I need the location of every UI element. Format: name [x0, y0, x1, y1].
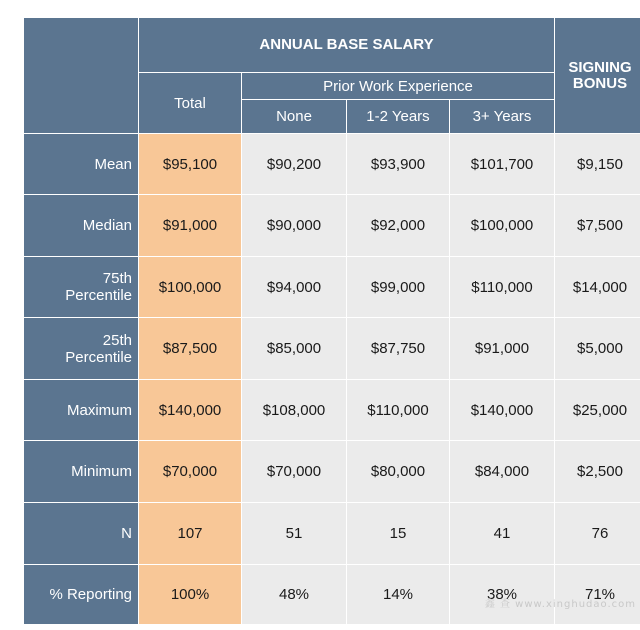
value-cell: $101,700: [450, 134, 554, 194]
row-label: [24, 195, 138, 256]
value-cell: $70,000: [242, 441, 346, 502]
total-cell: $70,000: [139, 441, 241, 502]
row-label-line2: Percentile: [65, 287, 132, 304]
row-label-line1: 25th: [102, 331, 132, 349]
row-label-line1: Minimum: [71, 463, 132, 480]
row-label-line1: Median: [82, 217, 132, 234]
value-cell: $85,000: [242, 318, 346, 379]
row-label-line1: Mean: [94, 155, 132, 173]
value-cell: $99,000: [347, 257, 449, 317]
value-cell: $90,000: [242, 195, 346, 256]
value-cell: $5,000: [555, 318, 640, 379]
value-cell: 14%: [347, 565, 449, 624]
total-cell: $91,000: [139, 195, 241, 256]
column-header-1-2-years: 1-2 Years: [347, 100, 449, 133]
row-label: [24, 441, 138, 502]
annual-base-salary-header: ANNUAL BASE SALARY: [139, 18, 554, 72]
column-header-3-plus-years: 3+ Years: [450, 100, 554, 133]
total-cell: $100,000: [139, 257, 241, 317]
value-cell: 71%: [555, 565, 640, 624]
value-cell: $91,000: [450, 318, 554, 379]
value-cell: $92,000: [347, 195, 449, 256]
value-cell: 41: [450, 503, 554, 564]
value-cell: 76: [555, 503, 640, 564]
signing-bonus-line2: BONUS: [572, 74, 628, 92]
value-cell: $93,900: [347, 134, 449, 194]
value-cell: $94,000: [242, 257, 346, 317]
row-label: [24, 318, 138, 379]
value-cell: $90,200: [242, 134, 346, 194]
value-cell: $2,500: [555, 441, 640, 502]
row-label: [24, 134, 138, 194]
table-corner: [24, 18, 138, 133]
value-cell: 51: [242, 503, 346, 564]
row-label-line1: Maximum: [66, 401, 132, 419]
value-cell: $110,000: [347, 380, 449, 440]
watermark: 鑫 查 www.xinghudao.com: [484, 599, 636, 610]
value-cell: $25,000: [555, 380, 640, 440]
total-header: Total: [139, 73, 241, 133]
signing-bonus-header: [555, 18, 640, 133]
total-cell: $87,500: [139, 318, 241, 379]
row-label: [24, 503, 138, 564]
total-cell: $140,000: [139, 380, 241, 440]
value-cell: $110,000: [450, 257, 554, 317]
value-cell: 48%: [242, 565, 346, 624]
row-label: [24, 565, 138, 624]
value-cell: $14,000: [555, 257, 640, 317]
value-cell: $80,000: [347, 441, 449, 502]
row-label-line1: N: [121, 525, 132, 542]
total-cell: $95,100: [139, 134, 241, 194]
row-label-line1: 75th: [102, 270, 132, 287]
value-cell: $7,500: [555, 195, 640, 256]
row-label: [24, 257, 138, 317]
row-label-line1: % Reporting: [49, 586, 132, 603]
value-cell: $100,000: [450, 195, 554, 256]
prior-work-experience-header: Prior Work Experience: [242, 73, 554, 99]
value-cell: 15: [347, 503, 449, 564]
signing-bonus-line1: SIGNING: [568, 58, 632, 76]
value-cell: $108,000: [242, 380, 346, 440]
row-label: [24, 380, 138, 440]
row-label-line2: Percentile: [65, 348, 132, 366]
value-cell: $84,000: [450, 441, 554, 502]
value-cell: $87,750: [347, 318, 449, 379]
column-header-none: None: [242, 100, 346, 133]
salary-table: [24, 18, 640, 630]
value-cell: $140,000: [450, 380, 554, 440]
value-cell: 38%: [450, 565, 554, 624]
total-cell: 107: [139, 503, 241, 564]
value-cell: $9,150: [555, 134, 640, 194]
total-cell: 100%: [139, 565, 241, 624]
